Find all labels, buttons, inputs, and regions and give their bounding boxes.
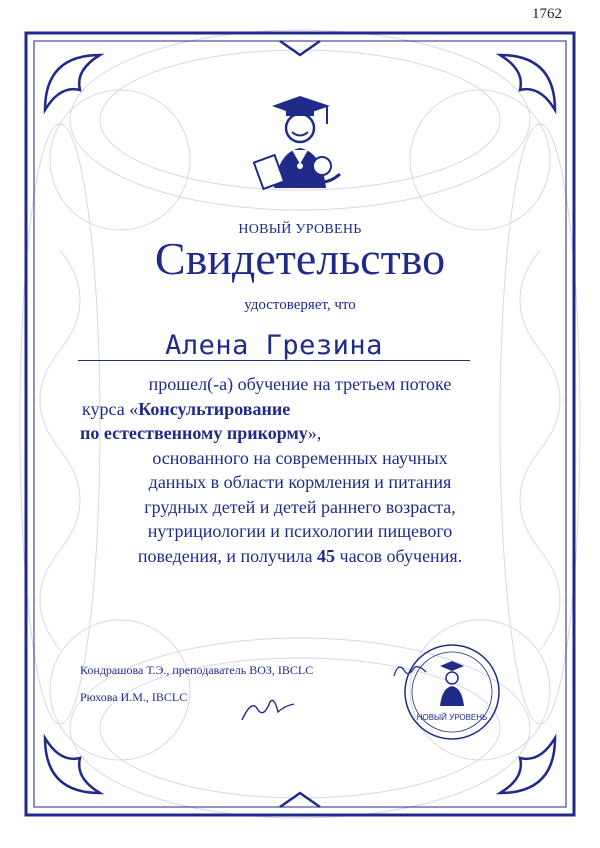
stamp-seal <box>402 642 502 742</box>
certifies-text: удостоверяет, что <box>244 297 356 313</box>
hours-count: 45 <box>317 545 336 566</box>
body-line: прошел(-а) обучение на третьем потоке <box>148 374 452 394</box>
certificate-body <box>60 372 540 568</box>
body-line: грудных детей и детей раннего возраста, <box>144 496 456 517</box>
course-line-2 <box>60 421 540 446</box>
organization-name: НОВЫЙ УРОВЕНЬ <box>238 222 362 237</box>
signature-2-icon <box>238 692 298 726</box>
body-line: данных в области кормления и питания <box>148 472 452 492</box>
recipient-name: Алена Грезина <box>165 330 383 361</box>
stamp-text: НОВЫЙ УРОВЕНЬ <box>416 713 488 722</box>
document-number: 1762 <box>532 6 562 22</box>
graduate-mother-logo-icon <box>252 92 348 220</box>
certificate-title: Свидетельство <box>154 233 446 284</box>
course-name-part2: по естественному прикорму <box>80 423 308 443</box>
course-name-part1: Консультирование <box>138 398 291 419</box>
course-suffix: », <box>307 423 322 443</box>
body-line-prefix: поведения, и получила <box>137 545 318 566</box>
body-line: нутрициологии и психологии пищевого <box>147 521 453 541</box>
name-underline <box>78 360 470 361</box>
course-line <box>60 397 540 422</box>
course-prefix: курса « <box>82 398 139 419</box>
signatory-1: Кондрашова Т.Э., преподаватель ВОЗ, IBCLC <box>80 663 314 677</box>
signatory-2: Рюхова И.М., IBCLC <box>80 690 188 704</box>
body-line: основанного на современных научных <box>152 447 448 468</box>
body-line-suffix: часов обучения. <box>335 545 463 566</box>
